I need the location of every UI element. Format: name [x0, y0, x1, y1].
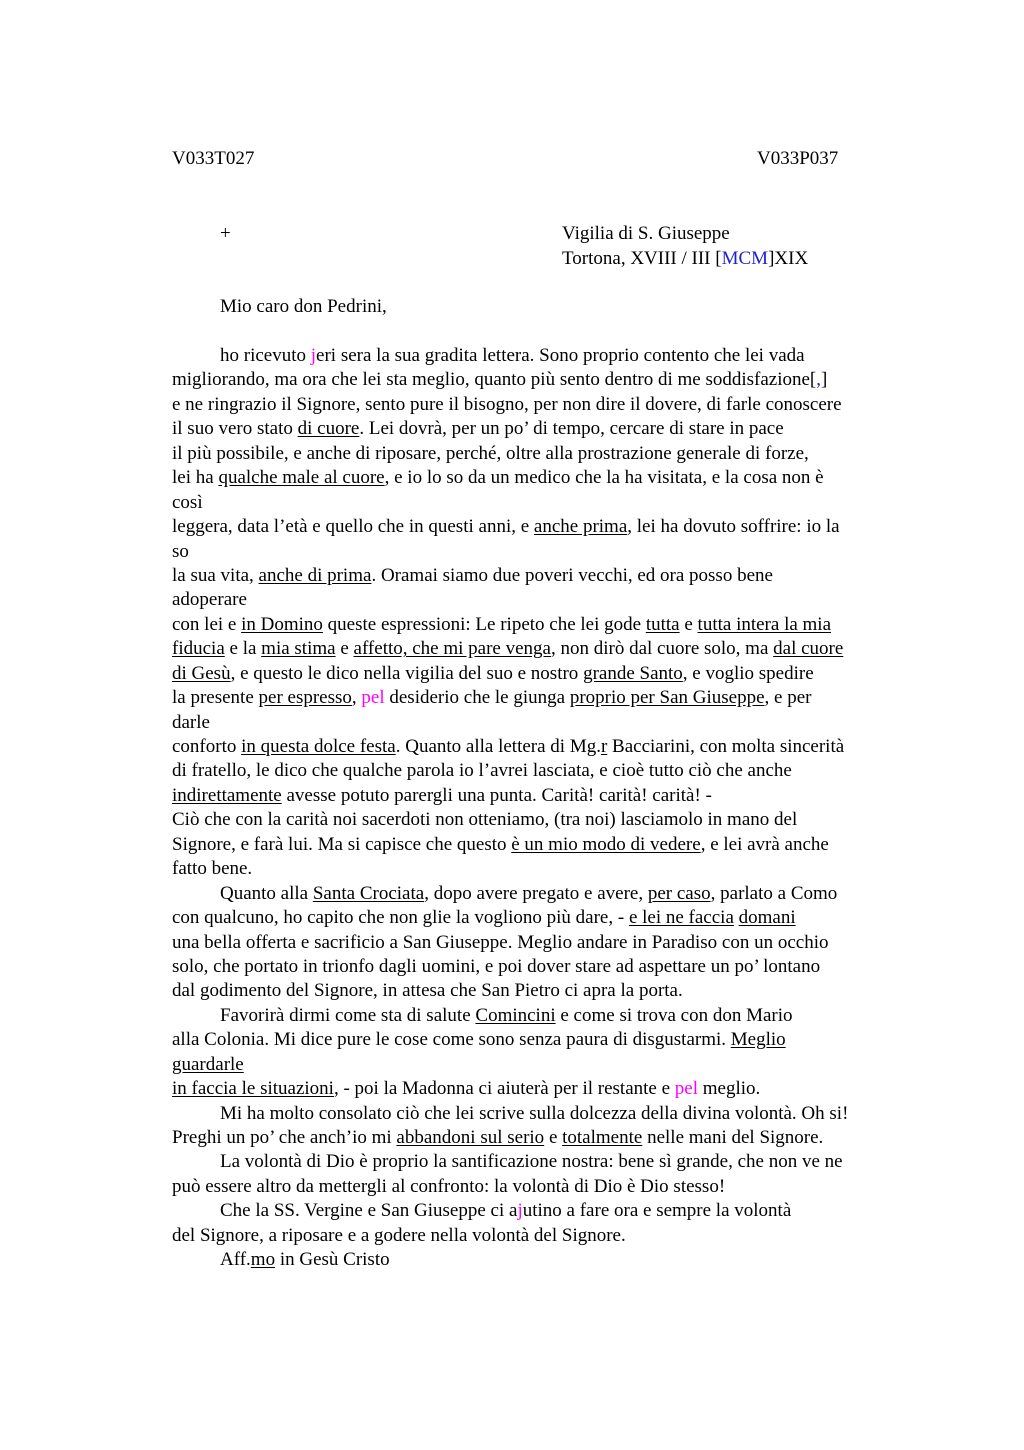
body-line	[172, 1102, 912, 1126]
text-run: Quanto alla	[220, 882, 313, 904]
text-run: lei ha	[172, 467, 219, 489]
highlighted-text: j	[517, 1200, 523, 1222]
text-run: migliorando, ma ora che lei sta meglio, quanto più sento dentro di me soddisfazione[	[172, 369, 817, 391]
body-line	[172, 637, 912, 661]
text-run: conforto	[172, 736, 242, 757]
text-run: , lei ha dovuto soffrire: io la	[627, 516, 840, 538]
underlined-text: grande Santo	[583, 662, 683, 684]
dateline	[562, 222, 808, 271]
text-run: queste espressioni: Le ripeto che lei gode	[322, 613, 646, 635]
text-run: Che la SS. Vergine e San Giuseppe ci a	[220, 1200, 518, 1222]
text-run: la sua vita,	[172, 564, 259, 586]
text-run: , e per	[764, 687, 812, 709]
body-line	[172, 1199, 912, 1223]
text-run: Ciò che con la carità noi sacerdoti non otteniamo, (tra noi) lasciamolo in mano del	[172, 809, 798, 831]
text-run: desiderio che le giunga	[384, 687, 570, 709]
text-run: , e voglio spedire	[682, 662, 814, 684]
underlined-text: indirettamente	[172, 784, 282, 806]
body-line	[172, 1175, 912, 1199]
body-line	[172, 417, 912, 441]
underlined-text: anche prima	[533, 516, 628, 538]
text-run: . Lei dovrà, per un po’ di tempo, cercare di stare in pace	[359, 418, 784, 440]
text-run: ho ricevuto	[220, 345, 311, 366]
body-line	[172, 540, 912, 564]
underlined-text: proprio per San Giuseppe	[569, 687, 765, 709]
underlined-text: qualche male al cuore	[218, 467, 385, 489]
text-run: Aff.	[220, 1249, 251, 1271]
text-run: del Signore, a riposare e a godere nella volontà del Signore.	[172, 1224, 626, 1246]
dateline-place: Tortona, XVIII / III [	[562, 247, 722, 269]
text-run: dal godimento del Signore, in attesa che San Pietro ci apra la porta.	[172, 980, 683, 1002]
underlined-text: di Gesù	[172, 662, 231, 684]
underlined-text: anche di prima	[258, 564, 372, 586]
body-line	[172, 931, 912, 955]
body-line	[172, 368, 912, 392]
body-line	[172, 442, 912, 466]
text-run: Favorirà dirmi come sta di salute	[220, 1004, 476, 1026]
body-line	[172, 735, 912, 759]
body-line	[172, 1224, 912, 1248]
text-run: in Gesù Cristo	[275, 1249, 390, 1271]
text-run: , dopo avere pregato e avere,	[424, 882, 648, 904]
underlined-text: abbandoni sul serio	[396, 1127, 545, 1148]
text-run: adoperare	[172, 589, 247, 611]
dateline-occasion: Vigilia di S. Giuseppe	[562, 223, 730, 244]
body-line	[172, 759, 912, 783]
text-run: con lei e	[172, 613, 242, 635]
text-run: nelle mani del Signore.	[642, 1127, 824, 1148]
body-line	[172, 1126, 912, 1150]
underlined-text: r	[600, 736, 608, 757]
text-run: una bella offerta e sacrificio a San Giuseppe. Meglio andare in Paradiso con un occhio	[172, 931, 829, 953]
salutation: Mio caro don Pedrini,	[220, 296, 387, 317]
text-run: fatto bene.	[172, 858, 253, 880]
body-line	[172, 1028, 912, 1052]
underlined-text: in questa dolce festa	[241, 736, 396, 757]
text-run: , - poi la Madonna ci aiuterà per il restante e	[333, 1078, 675, 1100]
text-run: so	[172, 540, 189, 562]
underlined-text: tutta intera la mia	[697, 613, 832, 635]
text-run: Bacciarini, con molta sincerità	[607, 736, 845, 757]
underlined-text: mia stima	[261, 638, 336, 660]
underlined-text: affetto, che mi pare venga	[353, 638, 551, 660]
underlined-text: per espresso	[258, 687, 352, 709]
underlined-text: in faccia le situazioni	[172, 1078, 334, 1100]
editorial-insert: ,	[816, 369, 822, 391]
text-run: e	[544, 1127, 563, 1148]
text-run: , e io lo so da un medico che la ha visitata, e la cosa non è	[384, 467, 824, 489]
body-line	[172, 979, 912, 1003]
text-run: eri sera la sua gradita lettera. Sono proprio contento che lei vada	[316, 345, 805, 366]
body-line	[172, 588, 912, 612]
text-run: ]	[821, 369, 828, 391]
document-code-right: V033P037	[757, 148, 839, 169]
body-line	[172, 1248, 912, 1272]
text-run: e come si trova con don Mario	[555, 1004, 793, 1026]
text-run: Mi ha molto consolato ciò che lei scrive sulla dolcezza della divina volontà. Oh si!	[220, 1102, 849, 1124]
body-line	[172, 662, 912, 686]
text-run: avesse potuto parergli una punta. Carità! carità! carità! -	[281, 784, 712, 806]
text-run: e	[679, 613, 698, 635]
text-run: Signore, e farà lui. Ma si capisce che questo	[172, 833, 512, 855]
text-run: , e lei avrà anche	[700, 833, 829, 855]
underlined-text: Comincini	[475, 1004, 556, 1026]
underlined-text: e lei ne faccia	[628, 907, 734, 929]
body-line	[172, 1150, 912, 1174]
highlighted-text: pel	[674, 1078, 698, 1100]
text-run: . Quanto alla lettera di Mg.	[395, 736, 601, 757]
body-line	[172, 833, 912, 857]
text-run: darle	[172, 711, 210, 733]
body-line	[172, 515, 912, 539]
text-run: meglio.	[698, 1078, 761, 1100]
dateline-place-date	[562, 247, 808, 272]
text-run: . Oramai siamo due poveri vecchi, ed ora posso bene	[371, 564, 773, 586]
text-run: La volontà di Dio è proprio la santificazione nostra: bene sì grande, che non ve ne	[220, 1151, 843, 1173]
body-line	[172, 857, 912, 881]
underlined-text: fiducia	[172, 638, 225, 660]
body-line	[172, 491, 912, 515]
text-run: leggera, data l’età e quello che in questi anni, e	[172, 516, 534, 538]
dateline-year-suffix: ]XIX	[768, 247, 809, 269]
text-run: la presente	[172, 687, 259, 709]
body-line	[172, 686, 912, 710]
document-code-left: V033T027	[172, 148, 255, 169]
underlined-text: mo	[250, 1249, 276, 1271]
body-line	[172, 906, 912, 930]
body-line	[172, 955, 912, 979]
text-run: e la	[224, 638, 262, 660]
cross-mark: +	[220, 223, 231, 244]
text-run: il più possibile, e anche di riposare, perché, oltre alla prostrazione generale di forze,	[172, 442, 809, 464]
underlined-text: tutta	[645, 613, 680, 635]
underlined-text: guardarle	[172, 1053, 244, 1075]
body-line	[172, 1077, 912, 1101]
underlined-text: è un mio modo di vedere	[511, 833, 701, 855]
text-run: , e questo le dico nella vigilia del suo e nostro	[230, 662, 584, 684]
text-run: può essere altro da mettergli al confronto: la volontà di Dio è Dio stesso!	[172, 1175, 726, 1197]
highlighted-text: j	[310, 345, 317, 366]
text-run: e	[335, 638, 354, 660]
text-run: e ne ringrazio il Signore, sento pure il bisogno, per non dire il dovere, di farle conoscere	[172, 393, 842, 415]
text-run: utino a fare ora e sempre la volontà	[522, 1200, 792, 1222]
underlined-text: totalmente	[562, 1127, 643, 1148]
underlined-text: Santa Crociata	[312, 882, 425, 904]
body-line	[172, 882, 912, 906]
dateline-editorial-insert: MCM	[721, 247, 769, 269]
text-run: alla Colonia. Mi dice pure le cose come sono senza paura di disgustarmi.	[172, 1029, 731, 1051]
body-line	[172, 711, 912, 735]
body-line	[172, 808, 912, 832]
text-run: solo, che portato in trionfo dagli uomini, e poi dover stare ad aspettare un po’ lontano	[172, 955, 821, 977]
underlined-text: domani	[738, 907, 796, 929]
body-line	[172, 466, 912, 490]
underlined-text: dal cuore	[773, 638, 844, 660]
text-run: Preghi un po’ che anch’io mi	[172, 1127, 397, 1148]
body-line	[172, 1004, 912, 1028]
text-run: , non dirò dal cuore solo, ma	[550, 638, 774, 660]
text-run: , parlato a Como	[710, 882, 838, 904]
text-run: di fratello, le dico che qualche parola io l’avrei lasciata, e cioè tutto ciò che anche	[172, 760, 792, 782]
body-line	[172, 344, 912, 368]
letter-body	[172, 344, 912, 1273]
body-line	[172, 613, 912, 637]
text-run: il suo vero stato	[172, 418, 298, 440]
underlined-text: Meglio	[730, 1029, 786, 1051]
body-line	[172, 1053, 912, 1077]
body-line	[172, 784, 912, 808]
body-line	[172, 393, 912, 417]
underlined-text: di cuore	[297, 418, 360, 440]
text-run: con qualcuno, ho capito che non glie la vogliono più dare, -	[172, 907, 629, 929]
highlighted-text: pel	[361, 687, 385, 709]
underlined-text: per caso	[647, 882, 711, 904]
text-run: ,	[351, 687, 362, 709]
text-run: così	[172, 491, 203, 513]
underlined-text: in Domino	[241, 613, 323, 635]
body-line	[172, 564, 912, 588]
